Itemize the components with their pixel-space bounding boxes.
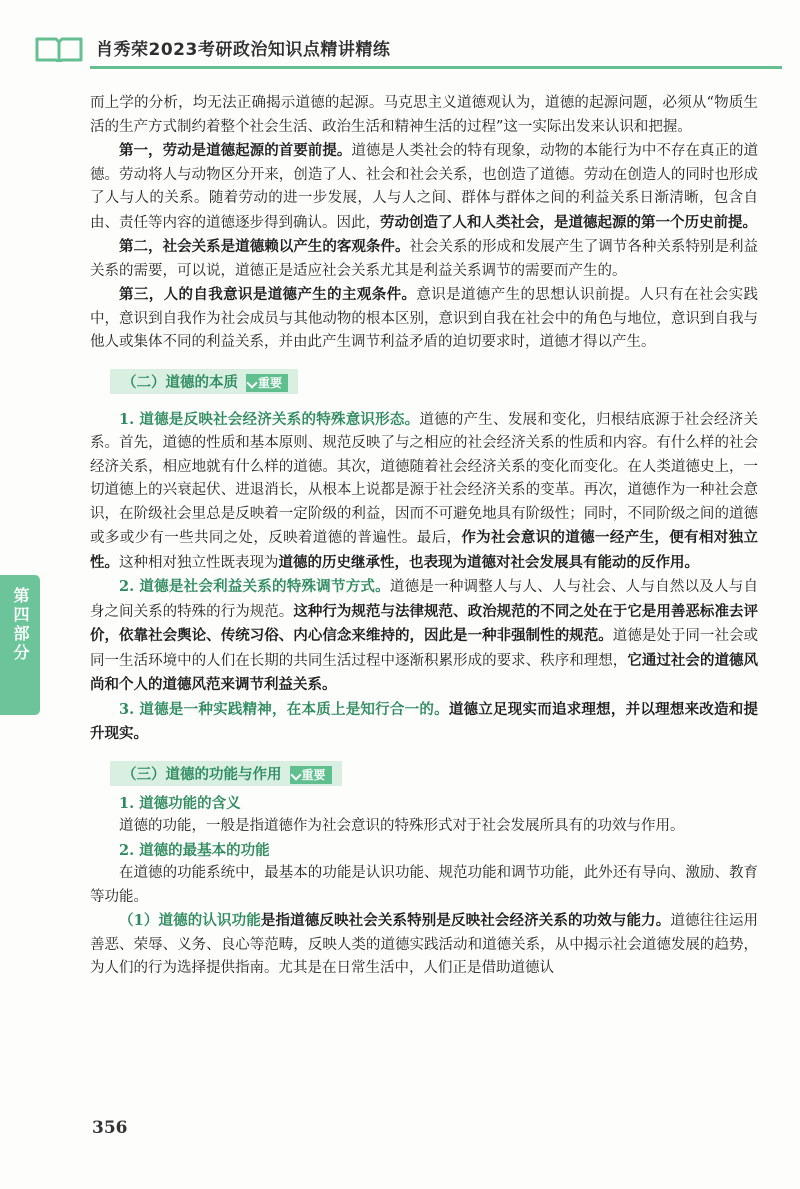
intro-paragraph: 而上学的分析，均无法正确揭示道德的起源。马克思主义道德观认为，道德的起源问题，必须从“物质生活的生产方式制约着整个社会生活、政治生活和精神生活的过程”这一实际出发来认识和把握。 bbox=[90, 95, 758, 135]
essence-item-1: 1. 道德是反映社会经济关系的特殊意识形态。道德的产生、发展和变化，归根结底源于社会经济关系。首先，道德的性质和基本原则、规范反映了与之相应的社会经济关系的性质和内容。有什么样的社会经济关系，相应地就有什么样的道德。其次，道德随着社会经济关系的变化而变化。在人类道德史上，一切道德上的兴衰起伏、进退消长，从根本上说都是源于社会经济关系的变革。再次，道德作为一种社会意识，在阶级社会里总是反映着一定阶级的利益，因而不可避免地具有阶级性；同时，不同阶级之间的道德或多或少有一些共同之处，反映着道德的普遍性。最后，作为社会意识的道德一经产生，便有相对独立性。这种相对独立性既表现为道德的历史继承性，也表现为道德对社会发展具有能动的反作用。 bbox=[90, 410, 759, 571]
function-paragraph-2: 在道德的功能系统中，最基本的功能是认识功能、规范功能和调节功能，此外还有导向、激励、教育等功能。 bbox=[90, 865, 758, 905]
important-badge: 重要 bbox=[246, 374, 288, 392]
origin-paragraph-2: 第二，社会关系是道德赖以产生的客观条件。社会关系的形成和发展产生了调节各种关系特别是利益关系的需要，可以说，道德正是适应社会关系尤其是利益关系调节的需要而产生的。 bbox=[90, 238, 759, 279]
function-paragraph-1: 道德的功能，一般是指道德作为社会意识的特殊形式对于社会发展所具有的功效与作用。 bbox=[119, 818, 685, 834]
function-paragraph-3: （1）道德的认识功能是指道德反映社会关系特别是反映社会经济关系的功效与能力。道德往往运用善恶、荣辱、义务、良心等范畴，反映人类的道德实践活动和道德关系，从中揭示社会道德发展的趋势，为人们的行为选择提供指南。尤其是在日常生活中，人们正是借助道德认 bbox=[90, 912, 759, 976]
page-header bbox=[0, 22, 800, 74]
section-heading-function: （三）道德的功能与作用 重要 bbox=[110, 761, 342, 786]
important-badge: 重要 bbox=[290, 766, 332, 784]
header-rule bbox=[90, 66, 782, 69]
essence-item-2: 2. 道德是社会利益关系的特殊调节方式。道德是一种调整人与人、人与社会、人与自然以及人与自身之间关系的特殊的行为规范。这种行为规范与法律规范、政治规范的不同之处在于它是用善恶标准去评价，依靠社会舆论、传统习俗、内心信念来维持的，因此是一种非强制性的规范。道德是处于同一社会或同一生活环境中的人们在长期的共同生活过程中逐渐积累形成的要求、秩序和理想，它通过社会的道德风尚和个人的道德风范来调节利益关系。 bbox=[90, 578, 759, 693]
page-number: 356 bbox=[92, 1118, 128, 1138]
open-book-icon bbox=[34, 36, 84, 62]
function-subheading-2: 2. 道德的最基本的功能 bbox=[119, 841, 270, 859]
essence-item-3: 3. 道德是一种实践精神，在本质上是知行合一的。道德立足现实而追求理想，并以理想来改造和提升现实。 bbox=[90, 700, 758, 742]
origin-paragraph-1: 第一，劳动是道德起源的首要前提。道德是人类社会的特有现象，动物的本能行为中不存在真正的道德。劳动将人与动物区分开来，创造了人、社会和社会关系，也创造了道德。劳动在创造人的同时也形成了人与人的关系。随着劳动的进一步发展，人与人之间、群体与群体之间的利益关系日渐清晰，包含自由、责任等内容的道德逐步得到确认。因此，劳动创造了人和人类社会，是道德起源的第一个历史前提。 bbox=[90, 142, 759, 231]
function-subheading-1: 1. 道德功能的含义 bbox=[119, 794, 241, 812]
part-side-tab bbox=[0, 575, 40, 715]
main-content bbox=[90, 92, 758, 981]
section-heading-essence: （二）道德的本质 重要 bbox=[110, 369, 298, 394]
origin-paragraph-3: 第三，人的自我意识是道德产生的主观条件。意识是道德产生的思想认识前提。人只有在社会实践中，意识到自我作为社会成员与其他动物的根本区别，意识到自我在社会中的角色与地位，意识到自我与他人或集体不同的利益关系，并由此产生调节利益矛盾的迫切要求时，道德才得以产生。 bbox=[90, 286, 759, 350]
book-title: 肖秀荣2023考研政治知识点精讲精练 bbox=[96, 40, 391, 60]
part-label: 第四部分 bbox=[11, 587, 30, 663]
